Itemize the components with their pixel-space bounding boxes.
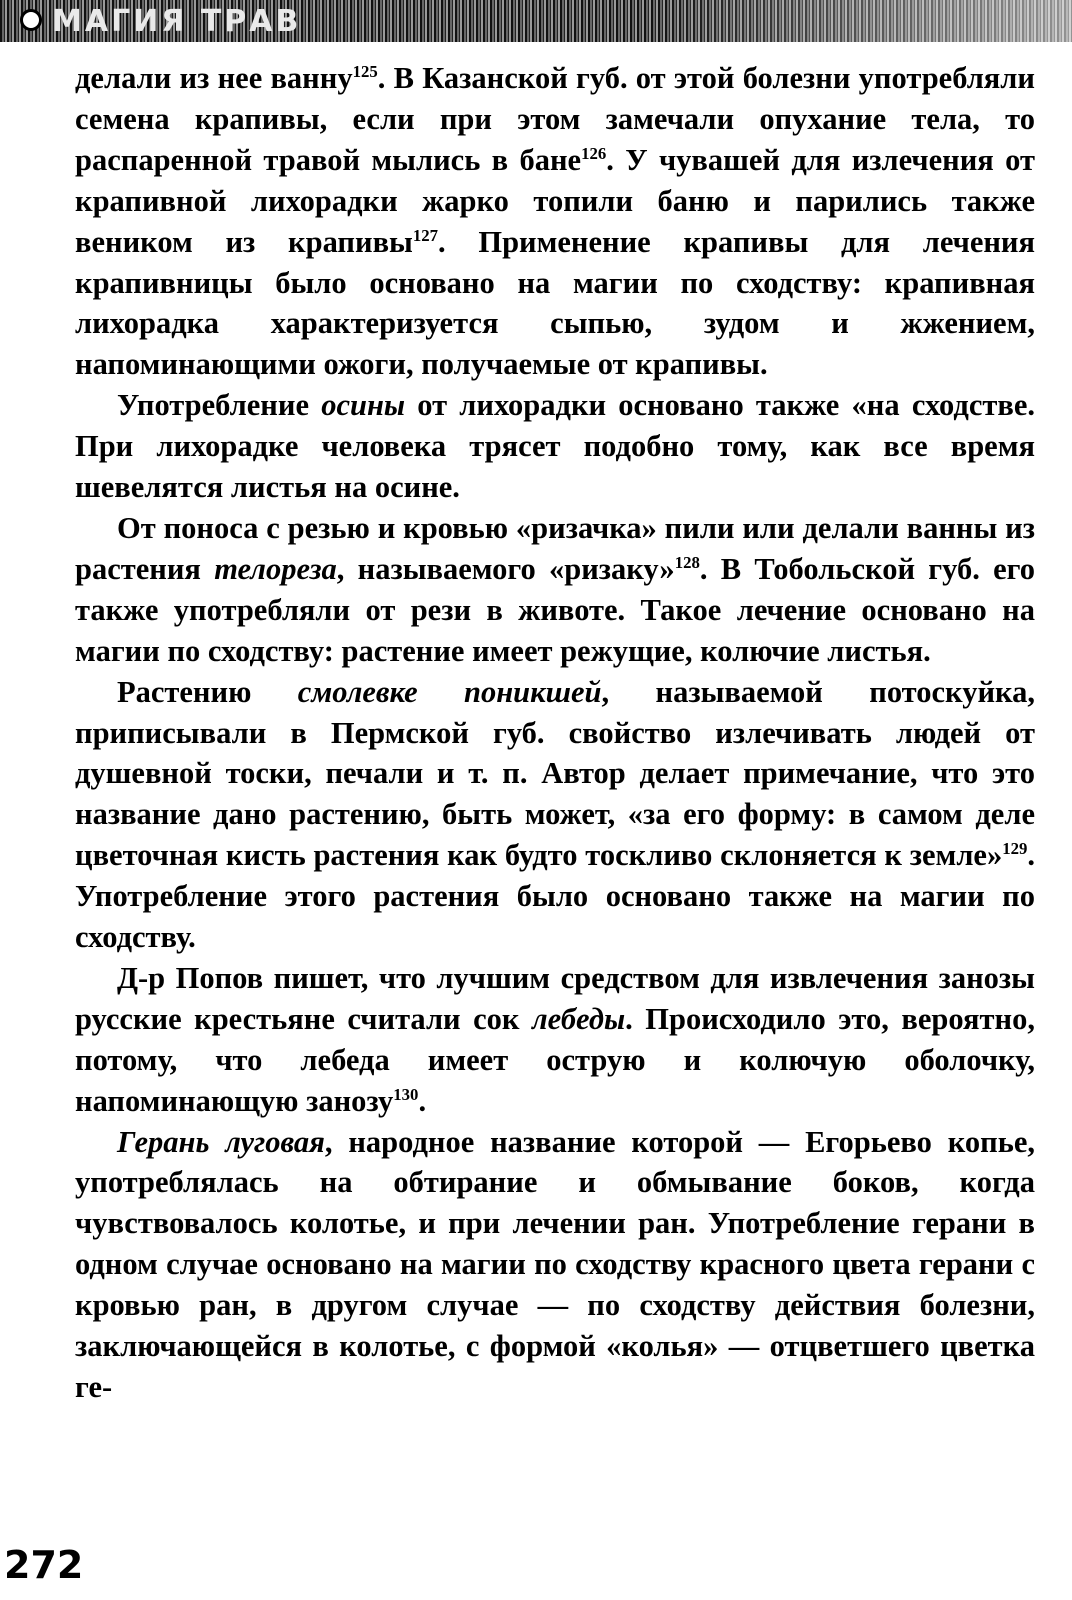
footnote-ref: 130 (393, 1084, 419, 1104)
text-run: . В Тобольской губ. его также употребляли от рези в животе. Такое лечение основано на магии по сходству: растение имеет режущие, колючие листья. (75, 551, 1035, 668)
text-run: . В Казанской губ. от этой болезни употребляли семена крапивы, если при этом замечали опухание тела, то распаренной травой мылись в бане (75, 61, 1035, 177)
text-run: . (418, 1083, 427, 1118)
text-run: . У чувашей для излечения от крапивной лихорадки жарко топили баню и парились также веником из крапивы (75, 142, 1035, 259)
text-run: от лихорадки основано также «на сходстве. При лихорадке человека трясет подобно тому, как все время шевелятся листья на осине. (75, 388, 1035, 505)
running-header-title: МАГИЯ ТРАВ (52, 4, 302, 39)
running-header (0, 0, 1072, 42)
page-number: 272 (4, 1543, 84, 1587)
footnote-ref: 128 (674, 552, 700, 572)
italic-term: телореза (214, 551, 337, 586)
italic-term: смолевке поникшей (297, 674, 602, 709)
italic-term: осины (321, 388, 406, 423)
bullet-icon (20, 9, 42, 31)
text-run: . Происходило это, вероятно, потому, что лебеда имеет острую и колючую оболочку, напоминающую занозу (75, 1001, 1035, 1118)
footnote-ref: 127 (412, 225, 439, 245)
text-run: делали из нее ванну (75, 61, 353, 95)
text-run: . Применение крапивы для лечения крапивницы было основано на магии по сходству: крапивная лихорадка характеризуется сыпью, зудом и жжением, напоминающими ожоги, получаемые от крапивы. (75, 224, 1036, 382)
paragraph (75, 958, 1035, 1122)
paragraph (75, 672, 1035, 958)
text-run: Растению (117, 674, 298, 709)
paragraph (75, 58, 1035, 385)
footnote-ref: 125 (352, 61, 378, 81)
text-run: От поноса с резью и кровью «ризачка» пили или делали ванны из растения (75, 510, 1035, 586)
text-run: , называемой потоскуйка, приписывали в Пермской губ. свойство излечивать людей от душевной тоски, печали и т. п. Автор делает примечание, что это название дано растению, быть может, «за его форму: в самом деле цветочная кисть растения как будто тоскливо склоняется к земле» (75, 674, 1036, 873)
footnote-ref: 126 (581, 143, 607, 163)
italic-term: лебеды (532, 1001, 626, 1036)
text-run: , называемого «ризаку» (336, 551, 675, 586)
italic-term: Герань луговая (117, 1124, 325, 1159)
paragraph (75, 1122, 1035, 1408)
footnote-ref: 129 (1002, 839, 1028, 859)
text-run: . Употребление этого растения было основано также на магии по сходству. (75, 838, 1035, 955)
text-run: Употребление (117, 388, 322, 423)
text-run: , народное название которой — Егорьево копье, употреблялась на обтирание и обмывание боков, когда чувствовалось колотье, и при лечении ран. Употребление герани в одном случае основано на магии по сходству красного цвета герани с кровью ран, в другом случае — по сходству действия болезни, заключающейся в колотье, с формой «колья» — отцветшего цветка ге- (75, 1124, 1035, 1404)
paragraph (75, 508, 1035, 672)
paragraph (75, 385, 1035, 508)
header-fade (652, 0, 1072, 42)
text-run: Д-р Попов пишет, что лучшим средством для извлечения занозы русские крестьяне считали сок (75, 960, 1035, 1036)
body-text (75, 58, 1035, 1408)
